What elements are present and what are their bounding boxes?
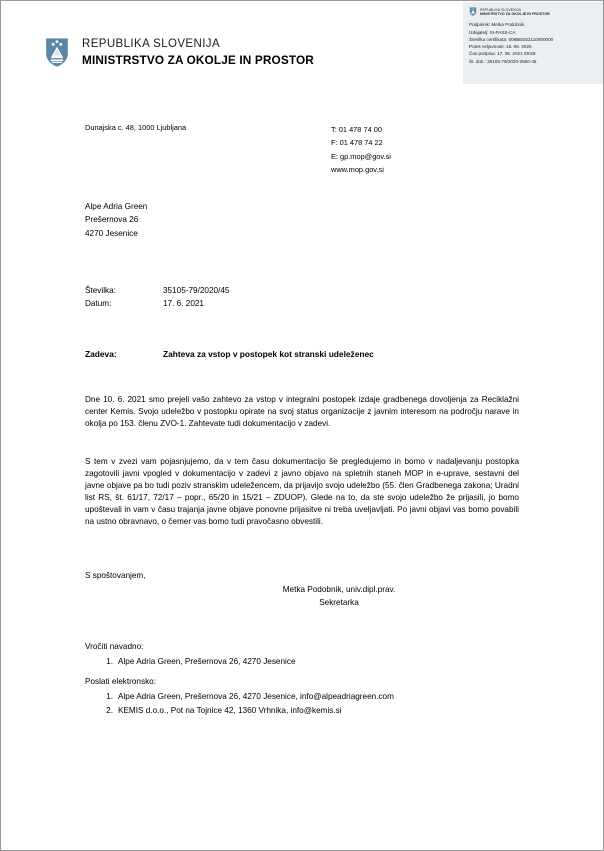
certificate-sign-time: Čas podpisa: 17. 06. 2021 09:59	[469, 51, 536, 57]
letterhead	[44, 37, 314, 68]
subject-line	[85, 349, 374, 359]
coat-of-arms-icon	[44, 37, 70, 68]
certificate-number: Številka certifikata: 009BEE52110000000	[469, 36, 554, 42]
signature-inner	[283, 584, 396, 610]
distribution-postal-list	[85, 655, 525, 668]
reference-number-value: 35105-79/2020/45	[163, 286, 230, 295]
office-address: Dunajska c. 48, 1000 Ljubljana	[85, 123, 187, 132]
letterhead-line2: MINISTRSTVO ZA OKOLJE IN PROSTOR	[82, 52, 314, 67]
list-item: Alpe Adria Green, Prešernova 26, 4270 Jesenice, info@alpeadriagreen.com	[118, 692, 394, 702]
subject-value: Zahteva za vstop v postopek kot stranski udeleženec	[163, 349, 374, 359]
recipient-city: 4270 Jesenice	[85, 228, 138, 238]
contact-fax: F: 01 478 74 22	[331, 138, 383, 148]
letterhead-text	[82, 37, 314, 68]
signature-block	[85, 584, 519, 610]
certificate-signer: Podpisnik: Metka Podobnik	[469, 22, 525, 28]
list-item: KEMIS d.o.o., Pot na Tojnice 42, 1360 Vrhnika, info@kemis.si	[118, 705, 342, 715]
closing-salutation: S spoštovanjem,	[85, 571, 146, 580]
certificate-validity: Potek veljavnosti: 16. 06. 2026	[469, 44, 532, 50]
list-item: Alpe Adria Green, Prešernova 26, 4270 Jesenice	[118, 657, 296, 667]
certificate-details	[469, 21, 598, 65]
contact-block	[331, 123, 391, 177]
distribution-postal	[85, 641, 525, 669]
body-paragraph-2: S tem v zvezi vam pojasnjujemo, da v tem času dokumentacijo še pregledujemo in bomo v nadaljevanju postopka zagotovili javni vpogled v dokumentacijo v zadevi z javno objavo na spletnih staneh MOP in e-uprave, sestavni del javne objave pa bo tudi poziv stranskim udeležencem, da prijavijo svojo udeležbo (55. člen Gradbenega zakona; Uradni list RS, št. 61/17, 72/17 – popr., 65/20 in 15/21 – ZDUOP). Glede na to, da ste svojo udeležbo že prijasili, jo bomo upoštevali in vam v času trajanja javne objave ponovne prijasitve ni treba uveljavljati. Po javni objavi vas bomo povabili na ustno obravnavo, o čemer vas bomo tudi pravočasno obvestili.	[85, 457, 519, 527]
subject-label: Zadeva:	[85, 349, 117, 359]
recipient-street: Prešernova 26	[85, 215, 139, 225]
distribution-electronic-title: Poslati elektronsko:	[85, 677, 156, 686]
digital-signature-certificate-box	[463, 2, 603, 84]
certificate-org-name	[480, 7, 550, 17]
distribution-electronic-list	[85, 690, 525, 717]
reference-number-label: Številka:	[85, 286, 116, 295]
contact-phone: T: 01 478 74 00	[331, 125, 382, 134]
contact-website: www.mop.gov.si	[331, 165, 384, 175]
reference-date-value: 17. 6. 2021	[163, 299, 204, 309]
reference-block	[85, 284, 229, 311]
recipient-name: Alpe Adria Green	[85, 202, 148, 211]
certificate-header	[469, 7, 598, 17]
reference-number-row	[85, 284, 229, 297]
signature-title: Sekretarka	[319, 597, 359, 607]
reference-date-label: Datum:	[85, 299, 112, 309]
certificate-doc-number: Št. dok.: 35105-79/2020-2550-45	[469, 58, 537, 64]
reference-date-row	[85, 297, 229, 310]
coat-of-arms-icon	[469, 7, 477, 16]
signature-name: Metka Podobnik, univ.dipl.prav.	[282, 585, 396, 594]
contact-email: E: gp.mop@gov.si	[331, 151, 391, 161]
certificate-issuer: Izdajatelj: SI-PASS-CA	[469, 29, 516, 35]
recipient-address-block	[85, 200, 147, 240]
body-paragraph-1: Dne 10. 6. 2021 smo prejeli vašo zahtevo za vstop v integralni postopek izdaje gradbenega dovoljenja za Reciklažni center Kemis. Svojo udeležbo v postopku opirate na svoj status organizacije z javnim interesom na področju narave in okolja po 153. členu ZVO-1. Zahtevate tudi dokumentacijo v zadevi.	[85, 395, 519, 429]
distribution-electronic	[85, 676, 525, 717]
certificate-org-line1: REPUBLIKA SLOVENIJA	[480, 7, 522, 12]
certificate-org-line2: MINISTRSTVO ZA OKOLJE IN PROSTOR	[480, 12, 550, 17]
distribution-postal-title: Vročiti navadno:	[85, 642, 144, 651]
letterhead-line1: REPUBLIKA SLOVENIJA	[82, 38, 221, 51]
